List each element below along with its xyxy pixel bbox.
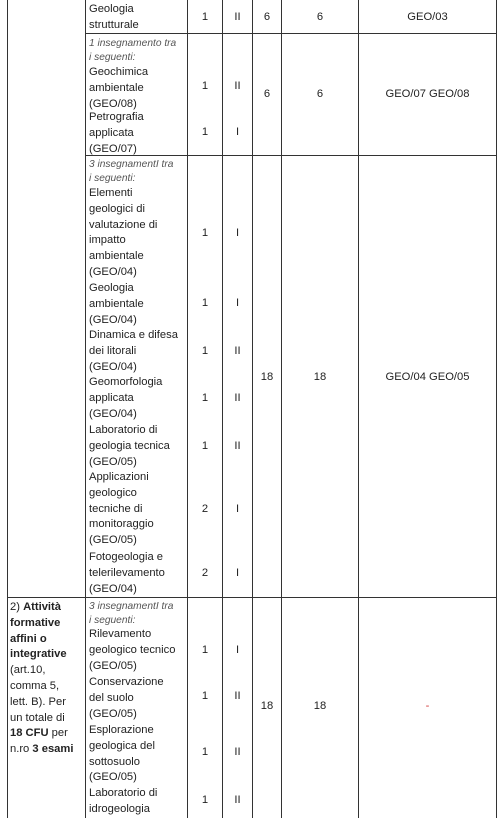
course-semester: II	[234, 11, 241, 23]
block2-ssd: GEO/04 GEO/05	[385, 371, 470, 383]
block2-item-laboratorio-tecnica: Laboratorio di geologia tecnica (GEO/05)	[89, 424, 170, 468]
block2-cfu-total: 18	[313, 371, 327, 383]
block2-item-year: 1	[201, 227, 209, 239]
block1-intro: 1 insegnamento tra i seguenti:	[89, 38, 177, 63]
block1-cfu-total: 6	[316, 88, 324, 100]
block1-cfu: 6	[263, 88, 271, 100]
block2-item-year: 1	[201, 440, 209, 452]
block2-item-sem: II	[234, 392, 241, 404]
block2-intro: 3 insegnamentI tra i seguenti:	[89, 159, 174, 184]
col-divider-4	[252, 0, 253, 818]
block3-cfu-total: 18	[313, 700, 327, 712]
border-right	[496, 0, 497, 818]
block3-cfu: 18	[260, 700, 274, 712]
col-divider-6	[358, 0, 359, 818]
col-divider-5	[281, 0, 282, 818]
block2-item-elementi: Elementi geologici di valutazione di impatto ambientale (GEO/04)	[89, 187, 158, 278]
block3-item-year: 1	[201, 746, 209, 758]
block3-ssd: -	[425, 700, 430, 712]
block2-item-year: 2	[201, 503, 209, 515]
block2-item-year: 1	[201, 297, 209, 309]
block1-item-geochimica: Geochimica ambientale (GEO/08)	[89, 66, 149, 110]
block1-item-sem: II	[234, 80, 241, 92]
block1-item-sem: I	[235, 126, 240, 138]
block3-intro: 3 insegnamentI tra i seguenti:	[89, 601, 174, 626]
block2-cfu: 18	[260, 371, 274, 383]
block1-item-year: 1	[201, 80, 209, 92]
block1-item-petrografia: Petrografia applicata (GEO/07)	[89, 111, 144, 155]
border-left	[7, 0, 8, 818]
block2-item-sem: I	[235, 567, 240, 579]
activity-description: 2) Attività formative affini o integrative (art.10, comma 5, lett. B). Per un totale di 18 CFU per n.ro 3 esami	[10, 601, 74, 756]
block1-ssd: GEO/07 GEO/08	[385, 88, 470, 100]
block2-item-applicazioni: Applicazioni geologico tecniche di monitoraggio (GEO/05)	[89, 471, 154, 547]
block3-item-laboratorio-idrogeologia: Laboratorio di idrogeologia	[89, 787, 158, 815]
block2-item-year: 1	[201, 392, 209, 404]
block2-item-year: 1	[201, 345, 209, 357]
course-cfu: 6	[263, 11, 271, 23]
block3-item-rilevamento: Rilevamento geologico tecnico (GEO/05)	[89, 628, 176, 672]
col-divider-1	[85, 0, 86, 818]
row-divider-1	[85, 33, 497, 34]
block2-item-sem: II	[234, 440, 241, 452]
block3-item-sem: II	[234, 746, 241, 758]
block1-item-year: 1	[201, 126, 209, 138]
block3-item-year: 1	[201, 644, 209, 656]
block3-item-esplorazione: Esplorazione geologica del sottosuolo (GEO/05)	[89, 724, 155, 784]
cut-header-text	[200, 0, 421, 1]
block2-item-fotogeologia: Fotogeologia e telerilevamento (GEO/04)	[89, 551, 165, 595]
row-divider-2	[85, 155, 497, 156]
block3-item-sem: II	[234, 794, 241, 806]
course-ssd: GEO/03	[407, 11, 448, 23]
course-name: Geologia strutturale	[89, 3, 139, 31]
block3-item-year: 1	[201, 690, 209, 702]
block3-item-sem: II	[234, 690, 241, 702]
block2-item-geomorfologia: Geomorfologia applicata (GEO/04)	[89, 376, 163, 420]
block2-item-geologia-ambientale: Geologia ambientale (GEO/04)	[89, 282, 144, 326]
block2-item-year: 2	[201, 567, 209, 579]
block2-item-sem: I	[235, 297, 240, 309]
course-cfu-total: 6	[316, 11, 324, 23]
block3-item-conservazione: Conservazione del suolo (GEO/05)	[89, 676, 164, 720]
row-divider-3	[7, 597, 497, 598]
block3-item-sem: I	[235, 644, 240, 656]
block2-item-dinamica: Dinamica e difesa dei litorali (GEO/04)	[89, 329, 178, 373]
block2-item-sem: I	[235, 227, 240, 239]
block3-item-year: 1	[201, 794, 209, 806]
course-year: 1	[201, 11, 209, 23]
block2-item-sem: II	[234, 345, 241, 357]
block2-item-sem: I	[235, 503, 240, 515]
